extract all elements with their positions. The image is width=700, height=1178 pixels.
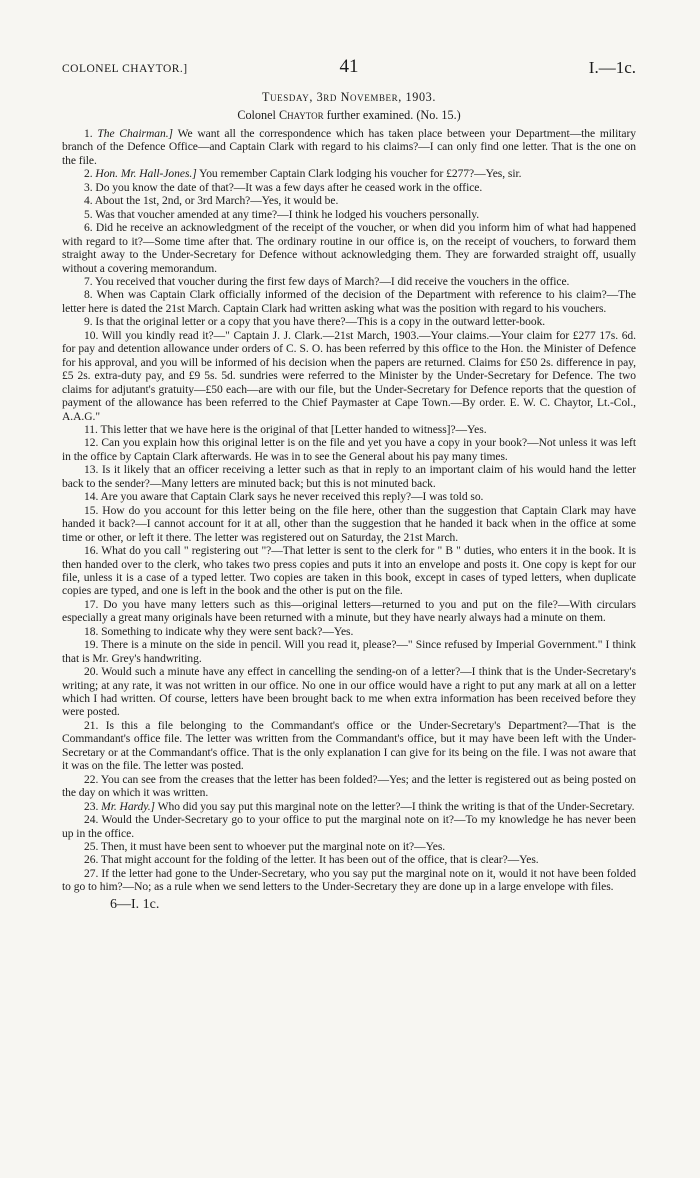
testimony-paragraph <box>62 195 636 208</box>
testimony-paragraph <box>62 491 636 504</box>
testimony-paragraph <box>62 545 636 599</box>
running-header <box>62 56 636 82</box>
question-answer-text: You can see from the creases that the letter has been folded?—Yes; and the letter is registered out as being posted on the day on which it was written. <box>62 773 636 800</box>
question-answer-text: Something to indicate why they were sent back?—Yes. <box>101 625 354 638</box>
question-number: 1. <box>84 128 98 140</box>
question-number: 26. <box>84 854 101 867</box>
question-answer-text: Is that the original letter or a copy that you have there?—This is a copy in the outward letter-book. <box>95 316 546 329</box>
question-number: 14. <box>84 491 101 504</box>
speaker-name: Mr. Hardy.] <box>101 800 155 813</box>
testimony-paragraph <box>62 464 636 491</box>
document-reference: I.—1c. <box>588 58 636 77</box>
question-number: 15. <box>84 504 103 517</box>
question-number: 11. <box>84 423 101 436</box>
testimony-paragraph <box>62 209 636 222</box>
question-number: 13. <box>84 464 102 477</box>
examination-subtitle <box>62 108 636 123</box>
testimony-paragraph <box>62 424 636 437</box>
question-number: 16. <box>84 545 102 558</box>
question-number: 10. <box>84 329 102 342</box>
question-number: 3. <box>84 181 96 194</box>
question-answer-text: Who did you say put this marginal note on the letter?—I think the writing is that of the Under-Secretary. <box>155 800 635 813</box>
testimony-paragraph <box>62 854 636 867</box>
question-number: 22. <box>84 773 101 786</box>
question-answer-text: Can you explain how this original letter is on the file and yet you have a copy in your book?—Not unless it was left in the office by Captain Clark afterwards. He was in to see the General about his pay many times. <box>62 437 636 463</box>
question-answer-text: We want all the correspondence which has taken place between your Department—the military branch of the Defence Office—and Captain Clark with regard to his claims?—I can only find one letter. That is the one on the file. <box>62 128 636 167</box>
question-number: 17. <box>84 598 104 611</box>
testimony-paragraph <box>62 128 636 168</box>
question-answer-text: Will you kindly read it?—" Captain J. J. Clark.—21st March, 1903.—Your claims.—Your claim for £277 17s. 6d. for pay and detention allowance under orders of C. S. O. has been referred by this office to the Hon. the Minister of Defence for his approval, and you will be informed of his decision when the papers are returned. Claims for £50 2s. difference in pay, £5 2s. extra-duty pay, and £9 5s. 5d. sundries were referred to the Minister by the Under-Secretary for Defence. The two claims for adjutant's gratuity—£50 each—are with our file, but the Under-Secretary for Defence reports that the question of payment of the allowance has been referred to the Chief Paymaster at Cape Town.—By order. E. W. C. Chaytor, Lt.-Col., A.A.G." <box>62 329 636 423</box>
question-answer-text: What do you call " registering out "?—That letter is sent to the clerk for " B " duties, who enters it in the book. It is then handed over to the clerk, who takes two press copies and puts it into an envelope and posts it. One copy is kept for our file, unless it is a case of a typed letter. Two copies are taken in this book, except in cases of typed letters, when duplicate copies are typed, and one is left in the book and the other is put on the file. <box>62 545 636 598</box>
testimony-paragraph <box>62 437 636 464</box>
testimony-paragraph <box>62 505 636 545</box>
question-number: 18. <box>84 625 102 638</box>
testimony-paragraph <box>62 841 636 854</box>
question-number: 5. <box>84 208 96 221</box>
testimony-paragraph <box>62 774 636 801</box>
question-answer-text: When was Captain Clark officially informed of the decision of the Department with reference to his claim?—The letter here is dated the 21st March. Captain Clark had written asking what was the position with regard to his vouchers. <box>62 289 636 315</box>
question-answer-text: Was that voucher amended at any time?—I think he lodged his vouchers personally. <box>95 208 480 221</box>
testimony-paragraph <box>62 626 636 639</box>
question-number: 2. <box>84 168 96 181</box>
question-answer-text: Did he receive an acknowledgment of the receipt of the voucher, or when did you inform him of what had happened with regard to it?—Some time after that. The ordinary routine in our office is, on the receipt of vouchers, to forward them straight away to the Under-Secretary for Defence without acknowledging them. They are forwarded straight off, usually without a covering memorandum. <box>62 222 636 275</box>
question-number: 12. <box>84 437 102 450</box>
testimony-paragraph <box>62 168 636 181</box>
testimony-paragraph <box>62 666 636 720</box>
question-answer-text: You received that voucher during the first few days of March?—I did receive the vouchers in the office. <box>94 275 570 288</box>
question-number: 20. <box>84 666 102 679</box>
question-answer-text: Do you have many letters such as this—original letters—returned to you and put on the file?—With circulars especially a great many originals have been returned with a minute, but they have nearly always had a minute on them. <box>62 598 636 625</box>
subtitle-suffix: further examined. (No. 15.) <box>323 108 461 122</box>
question-answer-text: Is it likely that an officer receiving a letter such as that in reply to an important claim of his would hand the letter back to the sender?—Many letters are minuted back; but this is not minuted back. <box>62 464 637 490</box>
session-date: Tuesday, 3rd November, 1903. <box>262 90 436 104</box>
question-answer-text: Then, it must have been sent to whoever put the marginal note on it?—Yes. <box>100 841 446 854</box>
testimony-paragraph <box>62 276 636 289</box>
question-number: 9. <box>84 316 96 329</box>
testimony-paragraph <box>62 289 636 316</box>
question-number: 25. <box>84 841 101 854</box>
question-number: 21. <box>84 719 106 732</box>
question-number: 23. <box>84 800 102 813</box>
question-number: 4. <box>84 195 95 208</box>
testimony-paragraph <box>62 222 636 276</box>
question-answer-text: Would the Under-Secretary go to your office to put the marginal note on it?—To my knowledge he has never been up in the office. <box>62 814 636 840</box>
signature-mark: 6—I. 1c. <box>110 896 160 912</box>
speaker-name: The Chairman.] <box>97 128 174 140</box>
testimony-paragraph <box>62 182 636 195</box>
question-number: 24. <box>84 814 102 827</box>
testimony-paragraph <box>62 330 636 424</box>
question-number: 27. <box>84 867 102 880</box>
testimony-paragraph <box>62 599 636 626</box>
question-number: 19. <box>84 639 102 652</box>
question-answer-text: Would such a minute have any effect in cancelling the sending-on of a letter?—I think that is the Under-Secretary's writing; at any rate, it was not written in our office. No one in our office would have a right to put any mark at all on a letter which I had written. Of course, letters have been brought back to me when extra information has been received before they were posted. <box>62 666 636 719</box>
testimony-paragraph <box>62 639 636 666</box>
question-answer-text: This letter that we have here is the original of that [Letter handed to witness]?—Yes. <box>100 423 487 436</box>
page-number: 41 <box>339 56 359 77</box>
question-answer-text: You remember Captain Clark lodging his voucher for £277?—Yes, sir. <box>196 168 522 181</box>
question-answer-text: If the letter had gone to the Under-Secretary, who you say put the marginal note on it, would it not have been folded to go to him?—No; as a rule when we send letters to the Under-Secretary they are done up in a large envelope with files. <box>62 867 637 894</box>
question-answer-text: How do you account for this letter being on the file here, other than the suggestion that Captain Clark may have handed it back?—I cannot account for it at all, other than the suggestion that he handed it back when in the office at some time or other, or left it there. The letter was registered out on Saturday, the 21st March. <box>62 504 637 544</box>
question-answer-text: About the 1st, 2nd, or 3rd March?—Yes, it would be. <box>94 195 339 208</box>
subtitle-name: Chaytor <box>278 108 324 122</box>
header-witness-label: COLONEL CHAYTOR.] <box>62 63 188 75</box>
speaker-name: Hon. Mr. Hall-Jones.] <box>95 168 197 181</box>
testimony-paragraph <box>62 720 636 774</box>
question-answer-text: Are you aware that Captain Clark says he never received this reply?—I was told so. <box>100 491 484 504</box>
testimony-paragraph <box>62 801 636 814</box>
question-number: 6. <box>84 222 96 235</box>
question-answer-text: There is a minute on the side in pencil. Will you read it, please?—" Since refused by Imperial Government." I think that is Mr. Grey's handwriting. <box>62 639 636 665</box>
testimony-body <box>62 128 636 895</box>
document-page <box>62 56 636 913</box>
question-answer-text: That might account for the folding of the letter. It has been out of the office, that is clear?—Yes. <box>100 854 539 867</box>
question-number: 7. <box>84 275 95 288</box>
testimony-paragraph <box>62 316 636 329</box>
question-number: 8. <box>84 289 97 302</box>
subtitle-prefix: Colonel <box>237 108 279 122</box>
question-answer-text: Is this a file belonging to the Commandant's office or the Under-Secretary's Department?—That is the Commandant's office file. The letter was written from the Commandant's office, but it may have been left with the Under-Secretary or at the Commandant's office. That is the only explanation I can give for its being on the file. I was not aware that it was on the file. The letter was posted. <box>62 719 636 773</box>
testimony-paragraph <box>62 868 636 895</box>
question-answer-text: Do you know the date of that?—It was a few days after he ceased work in the office. <box>95 181 483 194</box>
testimony-paragraph <box>62 814 636 841</box>
